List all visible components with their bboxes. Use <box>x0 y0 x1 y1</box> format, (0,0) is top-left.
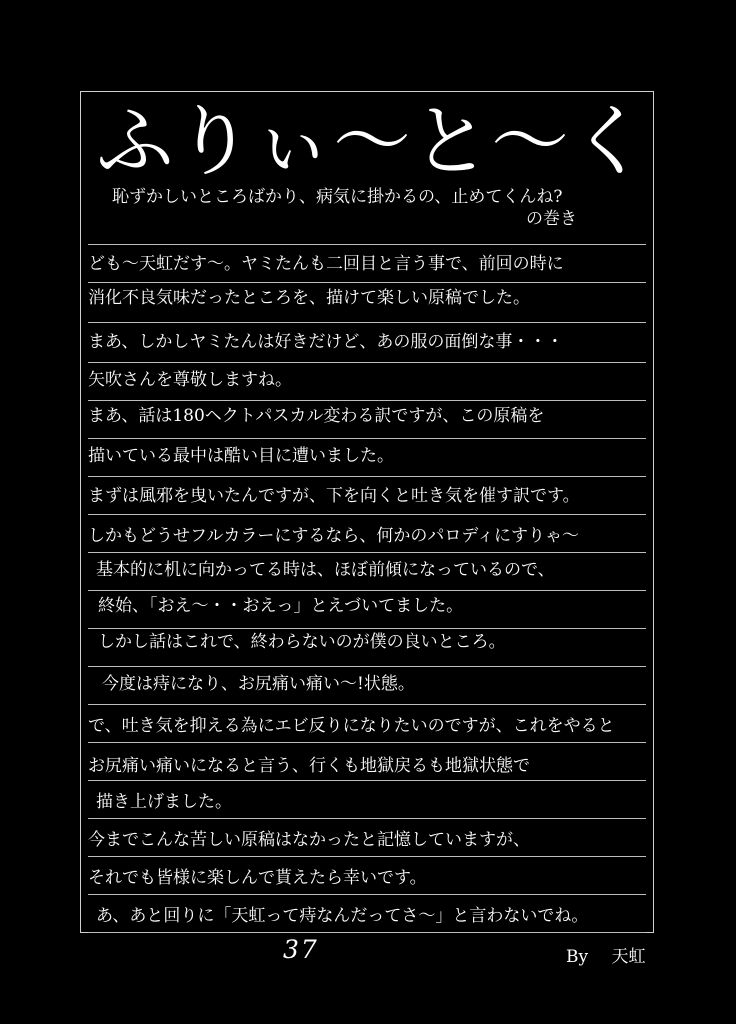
ruled-line <box>88 400 646 401</box>
ruled-line <box>88 322 646 323</box>
page-number: 37 <box>283 935 319 964</box>
text-line: まあ、話は180ヘクトパスカル変わる訳ですが、この原稿を <box>88 406 545 426</box>
ruled-line <box>88 742 646 743</box>
ruled-line <box>88 780 646 781</box>
ruled-line <box>88 704 646 705</box>
ruled-line <box>88 628 646 629</box>
subtitle-suffix: の巻き <box>526 209 577 229</box>
ruled-line <box>88 476 646 477</box>
ruled-line <box>88 362 646 363</box>
ruled-line <box>88 818 646 819</box>
text-line: あ、あと回りに「天虹って痔なんだってさ〜」と言わないでね。 <box>96 906 589 926</box>
text-line: まずは風邪を曳いたんですが、下を向くと吐き気を催す訳です。 <box>88 486 580 506</box>
ruled-line <box>88 894 646 895</box>
text-line: しかし話はこれで、終わらないのが僕の良いところ。 <box>98 632 506 652</box>
ruled-line <box>88 282 646 283</box>
text-line: それでも皆様に楽しんで貰えたら幸いです。 <box>88 868 427 888</box>
text-line: 今度は痔になり、お尻痛い痛い〜!状態。 <box>102 674 415 694</box>
text-line: 消化不良気味だったところを、描けて楽しい原稿でした。 <box>88 288 530 308</box>
ruled-line <box>88 514 646 515</box>
subtitle: 恥ずかしいところばかり、病気に掛かるの、止めてくんね? <box>112 187 563 207</box>
text-line: 描いている最中は酷い目に遭いました。 <box>88 446 394 466</box>
text-line: 基本的に机に向かってる時は、ほぼ前傾になっているので、 <box>96 560 555 580</box>
byline-by: By <box>566 947 589 967</box>
ruled-line <box>88 932 646 933</box>
ruled-line <box>88 244 646 245</box>
ruled-line <box>88 666 646 667</box>
text-line: 描き上げました。 <box>96 792 232 812</box>
text-line: ども〜天虹だす〜。ヤミたんも二回目と言う事で、前回の時に <box>88 254 564 274</box>
ruled-line <box>88 856 646 857</box>
text-line: 矢吹さんを尊敬しますね。 <box>88 370 292 390</box>
text-line: で、吐き気を抑える為にエビ反りになりたいのですが、これをやると <box>88 716 615 736</box>
text-line: しかもどうせフルカラーにするなら、何かのパロディにすりゃ〜 <box>88 526 579 546</box>
ruled-line <box>88 590 646 591</box>
ruled-line <box>88 552 646 553</box>
text-line: 終始、「おえ〜・・おえっ」とえづいてました。 <box>98 596 464 616</box>
text-line: 今までこんな苦しい原稿はなかったと記憶していますが、 <box>88 830 530 850</box>
text-line: お尻痛い痛いになると言う、行くも地獄戻るも地獄状態で <box>88 756 530 776</box>
page-title: ふりぃ〜と〜く <box>96 97 650 187</box>
byline <box>566 942 646 967</box>
text-line: まあ、しかしヤミたんは好きだけど、あの服の面倒な事・・・ <box>88 332 564 352</box>
ruled-line <box>88 438 646 439</box>
byline-author: 天虹 <box>611 947 646 967</box>
